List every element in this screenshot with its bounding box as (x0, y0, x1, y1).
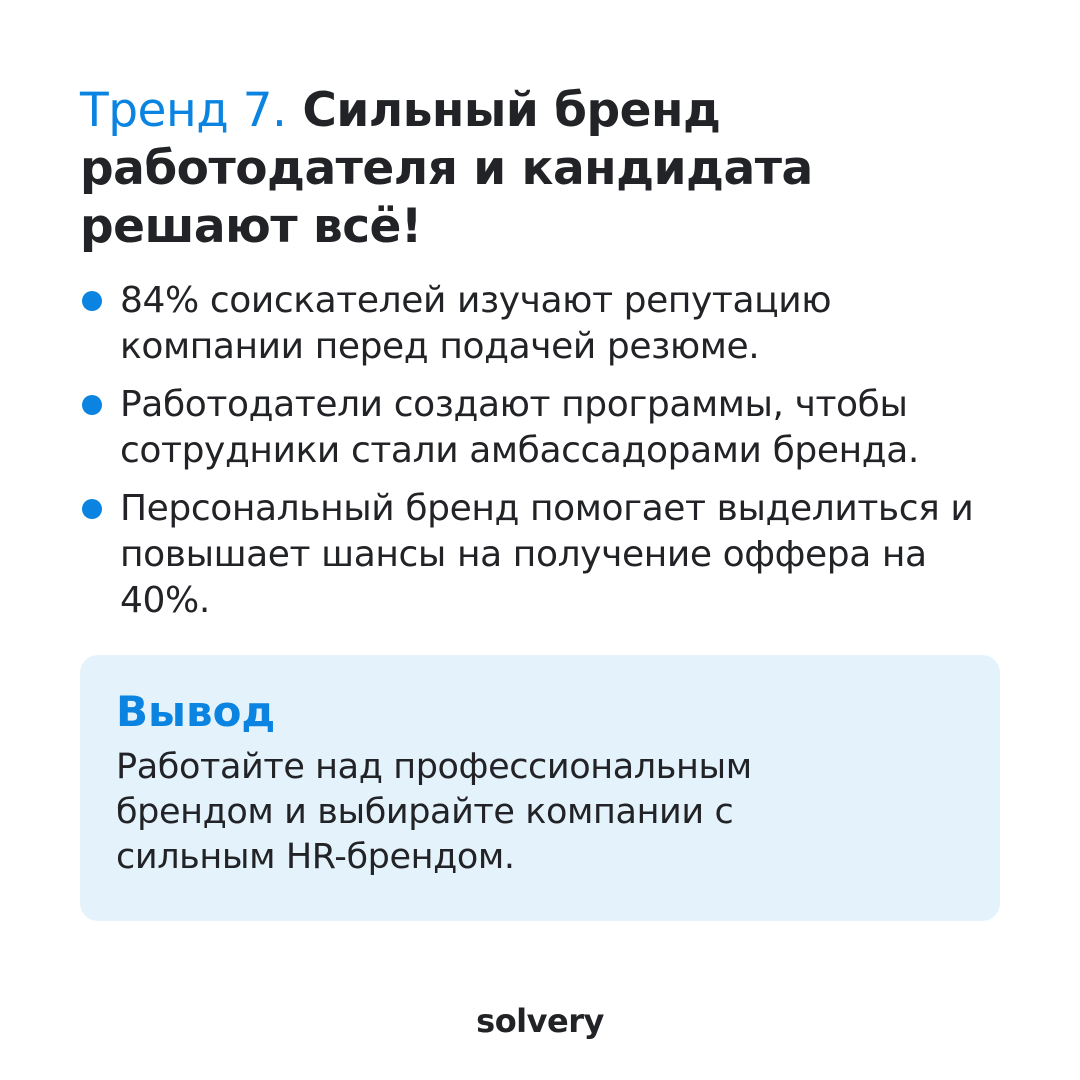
bullet-text: Персональный бренд помогает выделиться и повышает шансы на получение оффера на 40%. (120, 488, 974, 621)
bullet-dot-icon (82, 499, 102, 519)
bullet-text: 84% соискателей изучают репутацию компании перед подачей резюме. (120, 280, 832, 367)
list-item (80, 278, 1020, 370)
bullet-list (80, 278, 1020, 636)
list-item (80, 382, 1020, 474)
conclusion-panel (80, 655, 1000, 921)
list-item (80, 486, 1020, 624)
bullet-dot-icon (82, 291, 102, 311)
bullet-dot-icon (82, 395, 102, 415)
conclusion-text: Работайте над профессиональным брендом и выбирайте компании с сильным HR-брендом. (116, 747, 752, 877)
trend-number: Тренд 7. (80, 83, 287, 138)
page-title (80, 82, 1020, 256)
bullet-text: Работодатели создают программы, чтобы сотрудники стали амбассадорами бренда. (120, 384, 919, 471)
brand-logo: solvery (476, 1002, 604, 1040)
conclusion-title: Вывод (116, 687, 276, 736)
trend-title: Сильный бренд работодателя и кандидата решают всё! (80, 83, 813, 254)
